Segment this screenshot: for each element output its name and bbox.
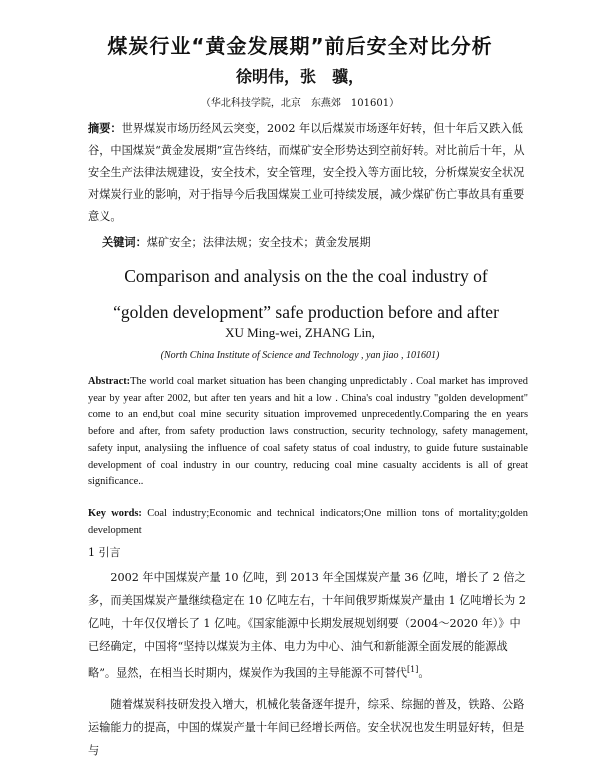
authors-en: XU Ming-wei, ZHANG Lin, (225, 325, 375, 340)
keywords-en-text: Coal industry;Economic and technical indicators;One million tons of mortality;golden development (88, 508, 528, 536)
abstract-en (88, 374, 528, 491)
keywords-cn-label: 关键词： (102, 236, 147, 249)
citation-1: [1] (406, 665, 419, 674)
paper-title-en: Comparison and analysis on the the coal industry of “golden development” safe production before and after (113, 266, 499, 322)
abstract-cn-text: 世界煤炭市场历经风云突变，2002 年以后煤炭市场逐年好转，但十年后又跌入低谷，中国煤炭“黄金发展期”宣告终结，而煤矿安全形势达到空前好转。对比前后十年，从安全生产法律法规建设，安全技术，安全管理，安全投入等方面比较，分析煤炭安全状况对煤炭行业的影响，对于指导今后我国煤炭工业可持续发展，减少煤矿伤亡事故具有重要意义。 (88, 122, 525, 223)
abstract-en-label: Abstract: (88, 376, 131, 387)
keywords-en (88, 506, 528, 539)
authors-cn: 徐明伟，张 骥， (235, 67, 364, 86)
keywords-cn (102, 234, 532, 250)
paragraph-2: 随着煤炭科技研发投入增大，机械化装备逐年提升，综采、综掘的普及，铁路、公路运输能力的提高，中国的煤炭产量十年间已经增长两倍。安全状况也发生明显好转，但是与 (88, 697, 525, 757)
affiliation-cn: （华北科技学院，北京 东燕郊 101601） (200, 98, 400, 109)
abstract-en-text: The world coal market situation has been changing unpredictably . Coal market has improved year by year after 2002, but after ten years and hit a low . China's coal industry "golden development" come to an end,but coal mine security situation improvemed unprecedently.Comparing the en years before and after, from safety production laws construction, security technology, safety management, safety input, analysiing the influence of coal safety status of coal industry, to guide future sustainable development of coal industry in our country, reducing coal mine casualty accidents is all of great significance.. (88, 376, 528, 488)
keywords-en-label: Key words: (88, 508, 142, 519)
abstract-cn-label: 摘要： (88, 122, 122, 135)
paragraph-1-end: 。 (418, 666, 430, 680)
paragraph-1-text: 2002 年中国煤炭产量 10 亿吨，到 2013 年全国煤炭产量 36 亿吨，增长了 2 倍之多，而美国煤炭产量继续稳定在 10 亿吨左右，十年间俄罗斯煤炭产量由 1 亿吨增长为 2 亿吨，十年仅仅增长了 1 亿吨。《国家能源中长期发展规划纲要（2004～2020 年）》中已经确定，中国将“坚持以煤炭为主体、电力为中心、油气和新能源全面发展的能源战略”。显然，在相当长时期内，煤炭作为我国的主导能源不可替代 (88, 571, 526, 680)
section-heading-introduction: 1 引言 (88, 546, 121, 559)
abstract-cn (88, 118, 528, 228)
paper-title-cn: 煤炭行业“黄金发展期”前后安全对比分析 (107, 34, 493, 58)
body-text (88, 566, 528, 770)
affiliation-en: (North China Institute of Science and Technology , yan jiao , 101601) (160, 350, 440, 361)
paragraph-1 (88, 566, 528, 685)
keywords-cn-text: 煤矿安全；法律法规；安全技术；黄金发展期 (146, 236, 371, 249)
